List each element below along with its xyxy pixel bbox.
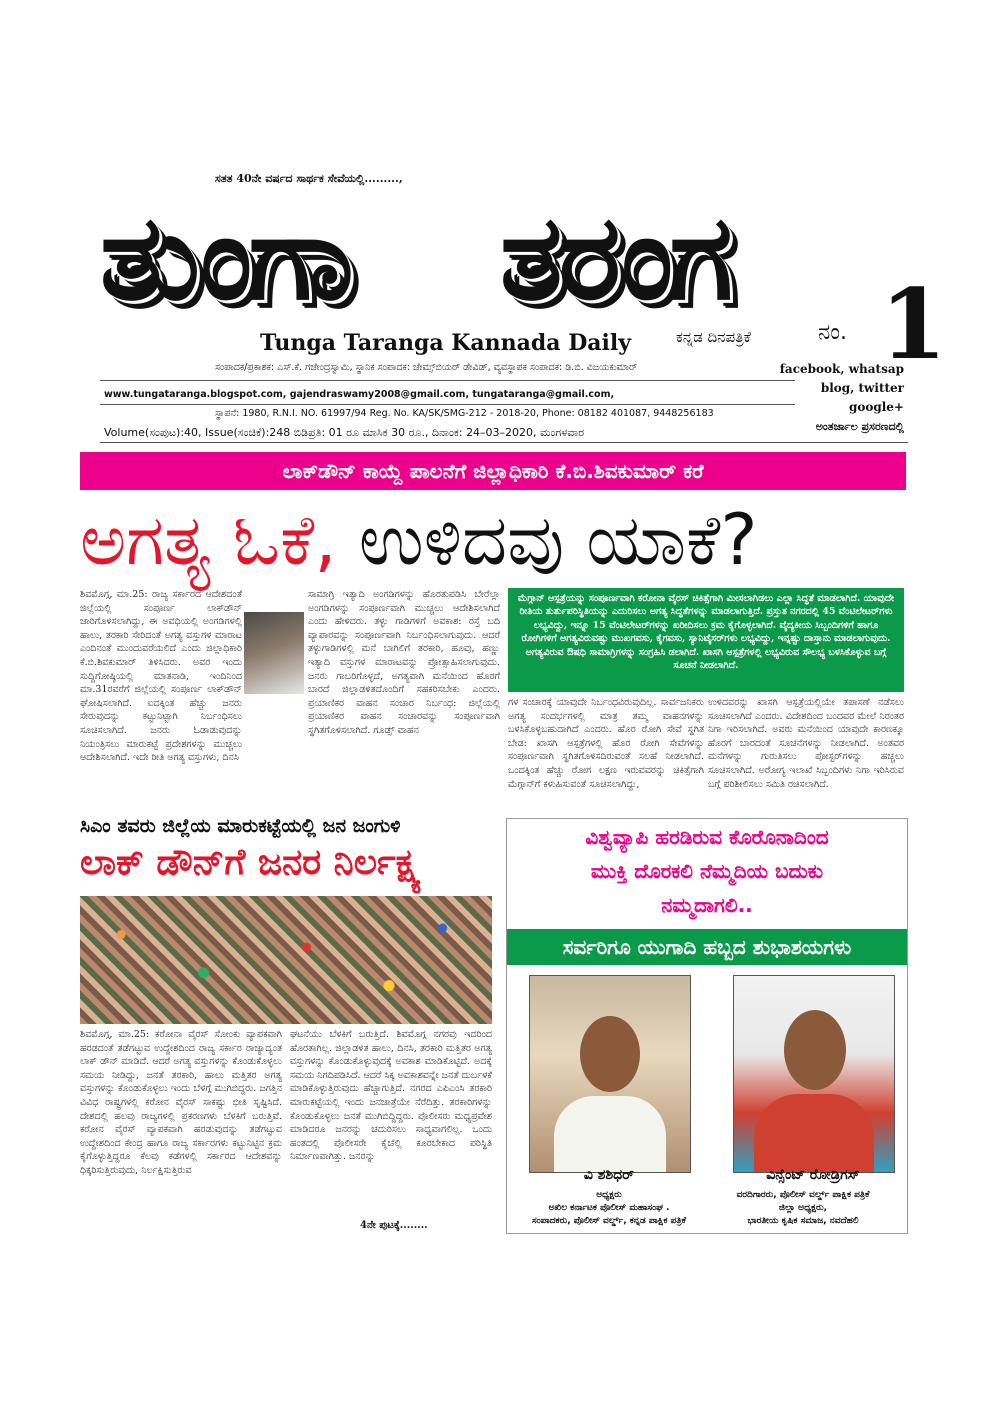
person2-name: ವಿನ್ಸೆಂಟ್ ರೋಡ್ರಿಗಸ್	[766, 1167, 860, 1183]
header-divider-1	[100, 380, 795, 381]
header-divider-2	[100, 404, 795, 405]
social-sidebar	[780, 360, 904, 436]
masthead-logo	[100, 182, 900, 332]
ad-greeting-bar: ಸರ್ವರಿಗೂ ಯುಗಾದಿ ಹಬ್ಬದ ಶುಭಾಶಯಗಳು	[507, 929, 907, 965]
person2-desc-line-1: ವರದಿಗಾರರು, ಪೊಲೀಸ್ ವರ್ಲ್ಡ್ ಪಾಕ್ಷಿಕ ಪತ್ರಿಕೆ	[736, 1190, 870, 1200]
story1-col3: ಗಳ ಸಂಚಾರಕ್ಕೆ ಯಾವುದೇ ನಿರ್ಬಂಧವಿರುವುದಿಲ್ಲ. ಸಾರ್ವಜನಿಕರು ಅಗತ್ಯ ಸಂದರ್ಭಗಳಲ್ಲಿ ಮಾತ್ರ ತಮ್ಮ ವಾಹನಗಳನ್ನು ಬಳಸಿಕೊಳ್ಳಬಹುದಾಗಿದೆ ಎಂದರು. ಹೊರ ರೋಗಿ ಸೇವೆ ಸ್ಥಗಿತ ಬೇಡ: ಖಾಸಗಿ ಆಸ್ಪತ್ರೆಗಳಲ್ಲಿ ಹೊರ ರೋಗಿ ಸೇವೆಗಳನ್ನು ಸಂಪೂರ್ಣವಾಗಿ ಸ್ಥಗಿತಗೊಳಿಸದಿರುವಂತೆ ಸಲಹೆ ನೀಡಲಾಗಿದೆ. ಒಂದಕ್ಕಿಂತ ಹೆಚ್ಚು ರೋಗ ಲಕ್ಷಣ ಇರುವವರನ್ನು ಚಿಕಿತ್ಸೆಗಾಗಿ ಮೆಗ್ಗಾನ್‌ಗೆ ಕಳುಹಿಸುವಂತೆ ಸೂಚಿಸಲಾಗಿದ್ದು,	[508, 697, 704, 790]
top-banner: ಲಾಕ್‌ಡೌನ್ ಕಾಯ್ದೆ ಪಾಲನೆಗೆ ಜಿಲ್ಲಾಧಿಕಾರಿ ಕೆ.ಬಿ.ಶಿವಕುಮಾರ್ ಕರೆ	[80, 452, 906, 490]
collector-photo	[244, 612, 304, 694]
person1-desc-line-1: ಅಧ್ಯಕ್ಷರು	[596, 1190, 622, 1200]
story2-headline: ಲಾಕ್ ಡೌನ್‌ಗೆ ಜನರ ನಿರ್ಲಕ್ಷ್ಯ	[80, 842, 422, 883]
number-label: ನಂ.	[818, 320, 847, 345]
tagline: ಸತತ 40ನೇ ವರ್ಷದ ಸಾರ್ಥಕ ಸೇವೆಯಲ್ಲಿ.........,	[215, 172, 403, 185]
social-line-2: blog, twitter	[820, 381, 904, 395]
volume-line: Volume(ಸಂಪುಟ):40, Issue(ಸಂಚಿಕೆ):248 ಬಿಡಿಪ್ರತಿ: 01 ರೂ ಮಾಸಿಕ 30 ರೂ., ದಿನಾಂಕ: 24–03–2020, ಮಂಗಳವಾರ	[104, 426, 585, 439]
person2-face	[784, 1010, 846, 1090]
social-line-1: facebook, whatsap	[779, 362, 904, 376]
person1-desc-line-2: ಅಖಿಲ ಕರ್ನಾಟಕ ಪೊಲೀಸ್ ಮಹಾಸಂಘ .	[548, 1203, 670, 1213]
ugadi-greeting-ad	[506, 818, 908, 1234]
person1-photo	[529, 975, 691, 1173]
masthead-number: 1	[880, 268, 947, 381]
person1-desc	[509, 1189, 709, 1228]
editors-line: ಸಂಪಾದಕ/ಪ್ರಕಾಶಕ: ಎಸ್.ಕೆ. ಗಜೇಂದ್ರಸ್ವಾಮಿ, ಸ್ಥಾನಿಕ ಸಂಪಾದಕ: ಜೇಮ್ಸ್‌ಬಿಯರ್ ಡೇವಿಡ್, ವ್ಯವಸ್ಥಾಪಕ ಸಂಪಾದಕ: ಡಿ.ಬಿ. ವಿಜಯಕುಮಾರ್	[215, 362, 638, 373]
continued-note: 4ನೇ ಪುಟಕ್ಕೆ........	[360, 1220, 428, 1231]
person1-name: ವಿ ಶಶಿಧರ್	[583, 1167, 635, 1183]
hospital-info-box: ಮೆಗ್ಗಾನ್ ಆಸ್ಪತ್ರೆಯನ್ನು ಸಂಪೂರ್ಣವಾಗಿ ಕರೋನಾ ವೈರಸ್ ಚಿಕಿತ್ಸೆಗಾಗಿ ಮೀಸಲಾಗಿಡಲು ಎಲ್ಲಾ ಸಿದ್ಧತೆ ಮಾಡಲಾಗಿದೆ. ಯಾವುದೇ ರೀತಿಯ ತುರ್ತುಪರಿಸ್ಥಿತಿಯನ್ನು ಎದುರಿಸಲು ಅಗತ್ಯ ಸಿದ್ಧತೆಗಳನ್ನು ಮಾಡಲಾಗುತ್ತಿದೆ. ಪ್ರಸ್ತುತ ನಗರದಲ್ಲಿ 45 ವೆಂಟಿಲೇಟರ್‌ಗಳು ಲಭ್ಯವಿದ್ದು, ಇನ್ನೂ 15 ವೆಂಟಿಲೇಟರ್‌ಗಳನ್ನು ಖರೀದಿಸಲು ಕ್ರಮ ಕೈಗೊಳ್ಳಲಾಗಿದೆ. ವೈದ್ಯಕೀಯ ಸಿಬ್ಬಂದಿಗಳಿಗೆ ಹಾಗೂ ರೋಗಿಗಳಿಗೆ ಅಗತ್ಯವಿರುವಷ್ಟು ಮುಖಗವಸು, ಕೈಗವಸು, ಸ್ಯಾನಿಟೈಸರ್‌ಗಳು ಲಭ್ಯವಿದ್ದು, ಇನ್ನಷ್ಟು ದಾಸ್ತಾನು ಮಾಡಲಾಗುವುದು. ಅಗತ್ಯವಿರುವ ಔಷಧಿ ಸಾಮಾಗ್ರಿಗಳನ್ನು ಸಂಗ್ರಹಿಸಿ ಡಲಾಗಿದೆ. ಖಾಸಗಿ ಆಸ್ಪತ್ರೆಗಳಲ್ಲಿ ಲಭ್ಯವಿರುವ ಸೌಲಭ್ಯ ಬಳಸಿಕೊಳ್ಳುವ ಬಗ್ಗೆ ಸೂಚನೆ ನೀಡಲಾಗಿದೆ.	[508, 588, 904, 692]
person1-face	[580, 1016, 640, 1092]
ad-line-3: ನಮ್ಮದಾಗಲಿ..	[661, 893, 753, 917]
person2-desc	[703, 1189, 903, 1228]
social-line-4: ಅಂತರ್ಜಾಲ ಪ್ರಸರಣದಲ್ಲಿ	[815, 420, 904, 433]
masthead-word-taranga: ತರಂಗ	[500, 188, 730, 326]
person2-desc-line-2: ಜಿಲ್ಲಾ ಅಧ್ಯಕ್ಷರು,	[778, 1203, 828, 1213]
english-title: Tunga Taranga Kannada Daily	[260, 330, 632, 356]
ad-line-1: ವಿಶ್ವವ್ಯಾಪಿ ಹರಡಿರುವ ಕೊರೊನಾದಿಂದ	[585, 825, 829, 849]
masthead-word-tunga: ತುಂಗಾ	[100, 188, 350, 326]
person1-desc-line-3: ಸಂಪಾದಕರು, ಪೊಲೀಸ್ ವರ್ಲ್ಡ್, ಕನ್ನಡ ಪಾಕ್ಷಿಕ ಪತ್ರಿಕೆ	[532, 1216, 686, 1226]
header-divider-3	[100, 442, 908, 443]
story1-col4: ಉಳಿದವರನ್ನು ಖಾಸಗಿ ಆಸ್ಪತ್ರೆಯಲ್ಲಿಯೇ ತಪಾಸಣೆ ನಡೆಸಲು ಸೂಚಿಸಲಾಗಿದೆ ಎಂದರು. ವಿದೇಶದಿಂದ ಬಂದವರ ಮೇಲೆ ನಿರಂತರ ನಿಗಾ ಇರಿಸಲಾಗಿದೆ. ಅವರು ಮನೆಯಿಂದ ಯಾವುದೇ ಕಾರಣಕ್ಕೂ ಹೊರಗೆ ಬಾರದಂತೆ ಸೂಚನೆಗಳನ್ನು ನೀಡಲಾಗಿದೆ. ಅಂತವರ ಮನೆಗಳನ್ನು ಗುರುತಿಸಲು ಪೋಸ್ಟರ್‌ಗಳನ್ನು ಹಚ್ಚಲು ಸೂಚಿಸಲಾಗಿದೆ. ಅರೋಗ್ಯ ಇಲಾಖೆ ಸಿಬ್ಬಂದಿಗಳು ನಿಗಾ ಇರಿಸಿರುವ ಬಗ್ಗೆ ಪರಿಶೀಲಿಸಲು ಸಮಿತಿ ರಚಿಸಲಾಗಿದೆ.	[708, 697, 904, 790]
headline-black: ಉಳಿದವು ಯಾಕೆ?	[358, 499, 758, 581]
story2-subhead: ಸಿಎಂ ತವರು ಜಿಲ್ಲೆಯ ಮಾರುಕಟ್ಟೆಯಲ್ಲಿ ಜನ ಜಂಗುಳಿ	[80, 815, 401, 837]
established-line: ಸ್ಥಾಪನೆ: 1980, R.N.I. NO. 61997/94 Reg. No. KA/SK/SMG-212 - 2018-20, Phone: 08182 401087, 9448256183	[215, 408, 714, 419]
person2-desc-line-3: ಭಾರತೀಯ ಕೃಷಿಕ ಸಮಾಜ, ನವದೆಹಲಿ	[747, 1216, 859, 1226]
ad-line-2: ಮುಕ್ತಿ ದೊರಕಲಿ ನೆಮ್ಮದಿಯ ಬದುಕು	[590, 859, 824, 883]
web-line: www.tungataranga.blogspot.com, gajendraswamy2008@gmail.com, tungataranga@gmail.com,	[104, 389, 615, 400]
main-headline	[80, 494, 910, 586]
person1-shirt	[554, 1096, 666, 1172]
person2-shirt	[754, 1094, 874, 1172]
story2-col2: ಘಟನೆಯು ಬೆಳಕಿಗೆ ಬರುತ್ತಿದೆ. ಶಿವಮೊಗ್ಗ ನಗರವು ಇದರಿಂದ ಹೊರತಾಗಿಲ್ಲ. ಜಿಲ್ಲಾಡಳಿತ ಹಾಲು, ದಿನಸಿ, ತರಕಾರಿ ಮತ್ತಿತರ ಅಗತ್ಯ ವಸ್ತುಗಳನ್ನು ಕೊಂಡುಕೊಳ್ಳುವುದಕ್ಕೆ ಅವಕಾಶ ಮಾಡಿಕೊಟ್ಟಿದೆ. ಅದಕ್ಕೆ ಸಮಯ ನಿಗದಿಪಡಿಸಿದೆ. ಆದರೆ ಸಿಕ್ಕ ಅವಕಾಶವನ್ನೇ ಜನತೆ ದುರ್ಬಳಕೆ ಮಾಡಿಕೊಳ್ಳುತ್ತಿರುವುದು ಹೆಚ್ಚಾಗುತ್ತಿದೆ. ನಗರದ ಎಪಿಎಂಸಿ ತರಕಾರಿ ಮಾರುಕಟ್ಟೆಯಲ್ಲಿ ಇಂದು ಜನಜಾತ್ರೆಯೇ ನೆರೆದಿತ್ತು. ತರಕಾರಿಗಳನ್ನು ಕೊಂಡುಕೊಳ್ಳಲು ಜನತೆ ಮುಗಿಬಿದ್ದಿದ್ದರು. ಪೊಲೀಸರು ಮಧ್ಯಪ್ರವೇಶ ಮಾಡಿದರೂ ಜನರನ್ನು ಚದುರಿಸಲು ಸಾಧ್ಯವಾಗಲಿಲ್ಲ. ಒಂದು ಹಂತದಲ್ಲಿ ಪೊಲೀಸರೇ ಕೈಚೆಲ್ಲಿ ಕೂರಬೇಕಾದ ಪರಿಸ್ಥಿತಿ ನಿರ್ಮಾಣವಾಗಿತ್ತು. ಜನರನ್ನು	[290, 1029, 492, 1163]
person2-photo	[733, 975, 895, 1173]
story1-col2: ಸಾಮಾಗ್ರಿ ಇತ್ಯಾದಿ ಅಂಗಡಿಗಳನ್ನು ಹೊರತುಪಡಿಸಿ ಬೇರೆಲ್ಲಾ ಅಂಗಡಿಗಳನ್ನು ಸಂಪೂರ್ಣವಾಗಿ ಮುಚ್ಚಲು ಆದೇಶಿಸಲಾಗಿದೆ ಎಂದು ಹೇಳಿದರು. ತಳ್ಳು ಗಾಡಿಗಳಿಗೆ ಅವಕಾಶ: ರಸ್ತೆ ಬದಿ ವ್ಯಾಪಾರವನ್ನು ಸಂಪೂರ್ಣವಾಗಿ ನಿರ್ಬಂಧಿಸಲಾಗುವುದು. ಆದರೆ ತಳ್ಳುಗಾಡಿಗಳಲ್ಲಿ ಮನೆ ಬಾಗಿಲಿಗೆ ತರಕಾರಿ, ಹೂವು, ಹಣ್ಣು ಇತ್ಯಾದಿ ವಸ್ತುಗಳ ಮಾರಾಟವನ್ನು ಪ್ರೋತ್ಸಾಹಿಸಲಾಗುವುದು. ಜನರು ಗಾಬರಿಗೊಳ್ಳದೆ, ಅಗತ್ಯವಾಗಿ ಮನೆಯಿಂದ ಹೊರಗೆ ಬಾರದೆ ಜಿಲ್ಲಾಡಳಿತದೊಂದಿಗೆ ಸಹಕರಿಸಬೇಕು ಎಂದರು. ಪ್ರಯಾಣಿಕರ ವಾಹನ ಸಂಚಾರ ನಿರ್ಬಂಧ: ಜಿಲ್ಲೆಯಲ್ಲಿ ಪ್ರಯಾಣಿಕರ ವಾಹನ ಸಂಚಾರವನ್ನು ಸಂಪೂರ್ಣವಾಗಿ ಸ್ಥಗಿತಗೊಳಿಸಲಾಗಿದೆ. ಗೂಡ್ಸ್ ವಾಹನ	[308, 589, 500, 736]
headline-red: ಅಗತ್ಯ ಓಕೆ,	[80, 499, 337, 581]
kannada-daily-label: ಕನ್ನಡ ದಿನಪತ್ರಿಕೆ	[676, 328, 752, 346]
market-crowd-photo	[80, 896, 492, 1024]
story1-col1: ಶಿವಮೊಗ್ಗ, ಮಾ.25: ರಾಜ್ಯ ಸರ್ಕಾರದ ಆದೇಶದಂತೆ ಜಿಲ್ಲೆಯಲ್ಲಿ ಸಂಪೂರ್ಣ ಲಾಕ್‌ಡೌನ್ ಜಾರಿಗೊಳಿಸಲಾಗಿದ್ದು, ಈ ಅವಧಿಯಲ್ಲಿ ಅಂಗಡಿಗಳಲ್ಲಿ ಹಾಲು, ತರಕಾರಿ ಸೇರಿದಂತೆ ಅಗತ್ಯ ವಸ್ತುಗಳ ಮಾರಾಟ ಎಂದಿನಂತೆ ಮುಂದುವರೆಯಲಿದೆ ಎಂದು ಜಿಲ್ಲಾಧಿಕಾರಿ ಕೆ.ಬಿ.ಶಿವಕುಮಾರ್ ತಿಳಿಸಿದರು. ಅವರ ಇಂದು ಸುದ್ದಿಗೋಷ್ಠಿಯಲ್ಲಿ ಮಾತನಾಡಿ, ಇಂದಿನಿಂದ ಮಾ.31ರವರೆಗೆ ಜಿಲ್ಲೆಯಲ್ಲಿ ಸಂಪೂರ್ಣ ಲಾಕ್‌ಡೌನ್ ಘೋಷಿಸಲಾಗಿದೆ. ಐದಕ್ಕಿಂತ ಹೆಚ್ಚು ಜನರು ಸೇರುವುದನ್ನು ಕಟ್ಟುನಿಟ್ಟಾಗಿ ನಿರ್ಬಂಧಿಸಲು ಸೂಚಿಸಲಾಗಿದೆ. ಜನರು ಓಡಾಡುವುದನ್ನು ನಿಯಂತ್ರಿಸಲು ಮಾರುಕಟ್ಟೆ ಪ್ರದೇಶಗಳನ್ನು ಮುಚ್ಚಲು ಆದೇಶಿಸಲಾಗಿದೆ. ಇದೇ ರೀತಿ ಅಗತ್ಯ ವಸ್ತುಗಳು, ದಿನಸಿ	[80, 589, 242, 764]
social-line-3: google+	[848, 400, 904, 414]
story2-col1: ಶಿವಮೊಗ್ಗ, ಮಾ.25: ಕರೋನಾ ವೈರಸ್ ಸೋಂಕು ವ್ಯಾಪಕವಾಗಿ ಹರಡದಂತೆ ತಡೆಗಟ್ಟುವ ಉದ್ದೇಶದಿಂದ ರಾಜ್ಯ ಸರ್ಕಾರ ರಾಜ್ಯಾದ್ಯಂತ ಲಾಕ್ ಡೌನ್ ಮಾಡಿದೆ. ಆದರೆ ಅಗತ್ಯ ವಸ್ತುಗಳನ್ನು ಕೊಂಡುಕೊಳ್ಳಲು ಸಮಯ ನೀಡಿದ್ದು, ಜನತೆ ತರಕಾರಿ, ಹಾಲು ಮತ್ತಿತರ ಅಗತ್ಯ ವಸ್ತುಗಳನ್ನು ಕೊಂಡುಕೊಳ್ಳಲು ಇಂದು ಬೆಳಗ್ಗೆ ಮುಗಿಬಿದ್ದರು. ಜಗತ್ತಿನ ವಿವಿಧ ರಾಷ್ಟ್ರಗಳಲ್ಲಿ ಕರೋನ ವೈರಸ್ ಸಾಕಷ್ಟು ಭೀತಿ ಸೃಷ್ಟಿಸಿದೆ. ದೇಶದಲ್ಲಿ ಹಲವು ರಾಜ್ಯಗಳಲ್ಲಿ ಪ್ರಕರಣಗಳು ಬೆಳಕಿಗೆ ಬರುತ್ತಿವೆ. ಕರೋನ ವೈರಸ್ ವ್ಯಾಪಕವಾಗಿ ಹರಡುವುದನ್ನು ತಡೆಗಟ್ಟುವ ಉದ್ದೇಶದಿಂದ ಕೇಂದ್ರ ಹಾಗೂ ರಾಜ್ಯ ಸರ್ಕಾರಗಳು ಕಟ್ಟುನಿಟ್ಟಿನ ಕ್ರಮ ಕೈಗೊಳ್ಳುತ್ತಿದ್ದರೂ ಕೆಲವು ಕಡೆಗಳಲ್ಲಿ ಸರ್ಕಾರದ ಆದೇಶವನ್ನು ಧಿಕ್ಕರಿಸುತ್ತಿರುವುದು, ನಿರ್ಲಕ್ಷಿಸುತ್ತಿರುವ	[80, 1029, 282, 1176]
